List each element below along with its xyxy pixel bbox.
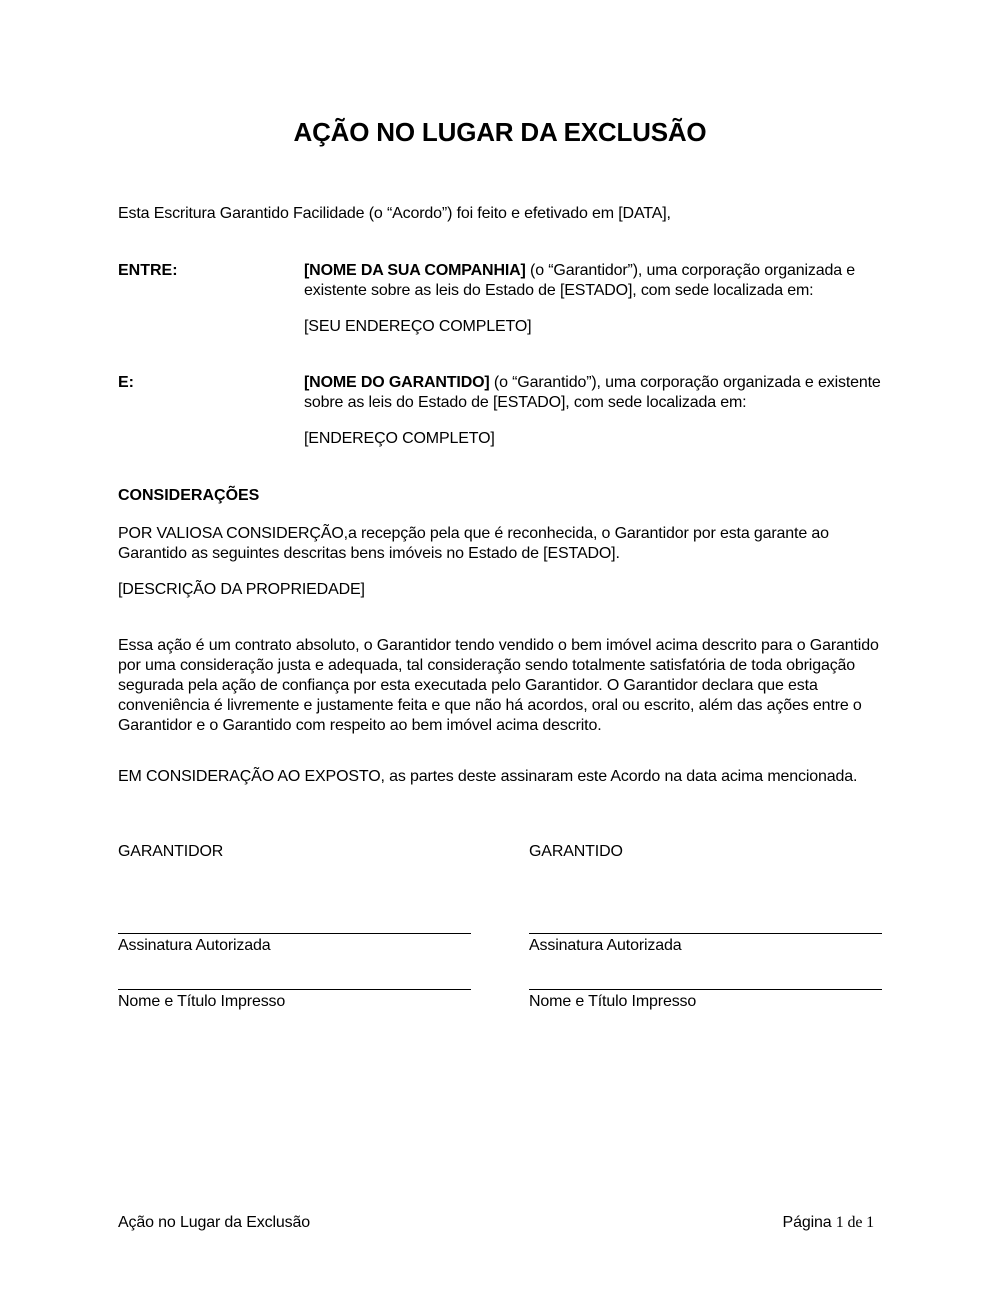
signature-block-grantor bbox=[118, 842, 472, 862]
grantor-party-label: GARANTIDOR bbox=[118, 843, 224, 860]
grantor-name: [NOME DA SUA COMPANHIA] bbox=[304, 262, 526, 279]
grantor-address: [SEU ENDEREÇO COMPLETO] bbox=[304, 318, 532, 335]
footer-page-total: 1 bbox=[866, 1214, 874, 1231]
grantor-name-label: Nome e Título Impresso bbox=[118, 993, 286, 1010]
grantee-address: [ENDEREÇO COMPLETO] bbox=[304, 430, 495, 447]
grantor-signature-line bbox=[118, 933, 471, 934]
grantor-description: (o “Garantidor”), uma corporação organizada e existente sobre as leis do Estado de [ESTADO], com sede localizada em: bbox=[304, 262, 855, 299]
closing-paragraph: EM CONSIDERAÇÃO AO EXPOSTO, as partes deste assinaram este Acordo na data acima mencionada. bbox=[118, 768, 858, 785]
signature-block-grantee bbox=[529, 842, 883, 862]
grantee-name-line bbox=[529, 989, 882, 990]
grantor-signature-label: Assinatura Autorizada bbox=[118, 937, 271, 954]
grantee-name: [NOME DO GARANTIDO] bbox=[304, 374, 490, 391]
footer-page-word: Página bbox=[782, 1214, 836, 1231]
body-paragraph: Essa ação é um contrato absoluto, o Garantidor tendo vendido o bem imóvel acima descrito para o Garantido por uma consideração justa e adequada, tal consideração sendo totalmente satisfatória de toda obrigação segurada pela ação de confiança por esta executada pelo Garantidor. O Garantidor declara que esta conveniência é livremente e justamente feita e que não há acordos, oral ou escrito, além das ações entre o Garantidor e o Garantido com respeito ao bem imóvel acima descrito. bbox=[118, 637, 879, 734]
property-description: [DESCRIÇÃO DA PROPRIEDADE] bbox=[118, 581, 365, 598]
document-title: AÇÃO NO LUGAR DA EXCLUSÃO bbox=[293, 117, 707, 147]
grantee-signature-label: Assinatura Autorizada bbox=[529, 937, 682, 954]
party-description-grantee bbox=[304, 373, 894, 413]
considerations-paragraph: POR VALIOSA CONSIDERÇÃO,a recepção pela que é reconhecida, o Garantidor por esta garante ao Garantido as seguintes descritas bens imóveis no Estado de [ESTADO]. bbox=[118, 525, 829, 562]
party-label-e: E: bbox=[118, 374, 134, 391]
considerations-heading: CONSIDERAÇÕES bbox=[118, 487, 260, 504]
footer-page-number bbox=[783, 1213, 874, 1233]
footer-page-current: 1 bbox=[835, 1214, 844, 1231]
party-label-entre: ENTRE: bbox=[118, 262, 178, 279]
grantor-name-line bbox=[118, 989, 471, 990]
grantee-signature-line bbox=[529, 933, 882, 934]
footer-page-of: de bbox=[843, 1214, 867, 1231]
grantee-name-label: Nome e Título Impresso bbox=[529, 993, 697, 1010]
grantee-party-label: GARANTIDO bbox=[529, 843, 623, 860]
grantee-description: (o “Garantido”), uma corporação organizada e existente sobre as leis do Estado de [ESTADO], com sede localizada em: bbox=[304, 374, 881, 411]
intro-paragraph: Esta Escritura Garantido Facilidade (o “Acordo”) foi feito e efetivado em [DATA], bbox=[118, 205, 671, 222]
party-description-grantor bbox=[304, 261, 894, 301]
footer-document-title: Ação no Lugar da Exclusão bbox=[118, 1214, 310, 1231]
